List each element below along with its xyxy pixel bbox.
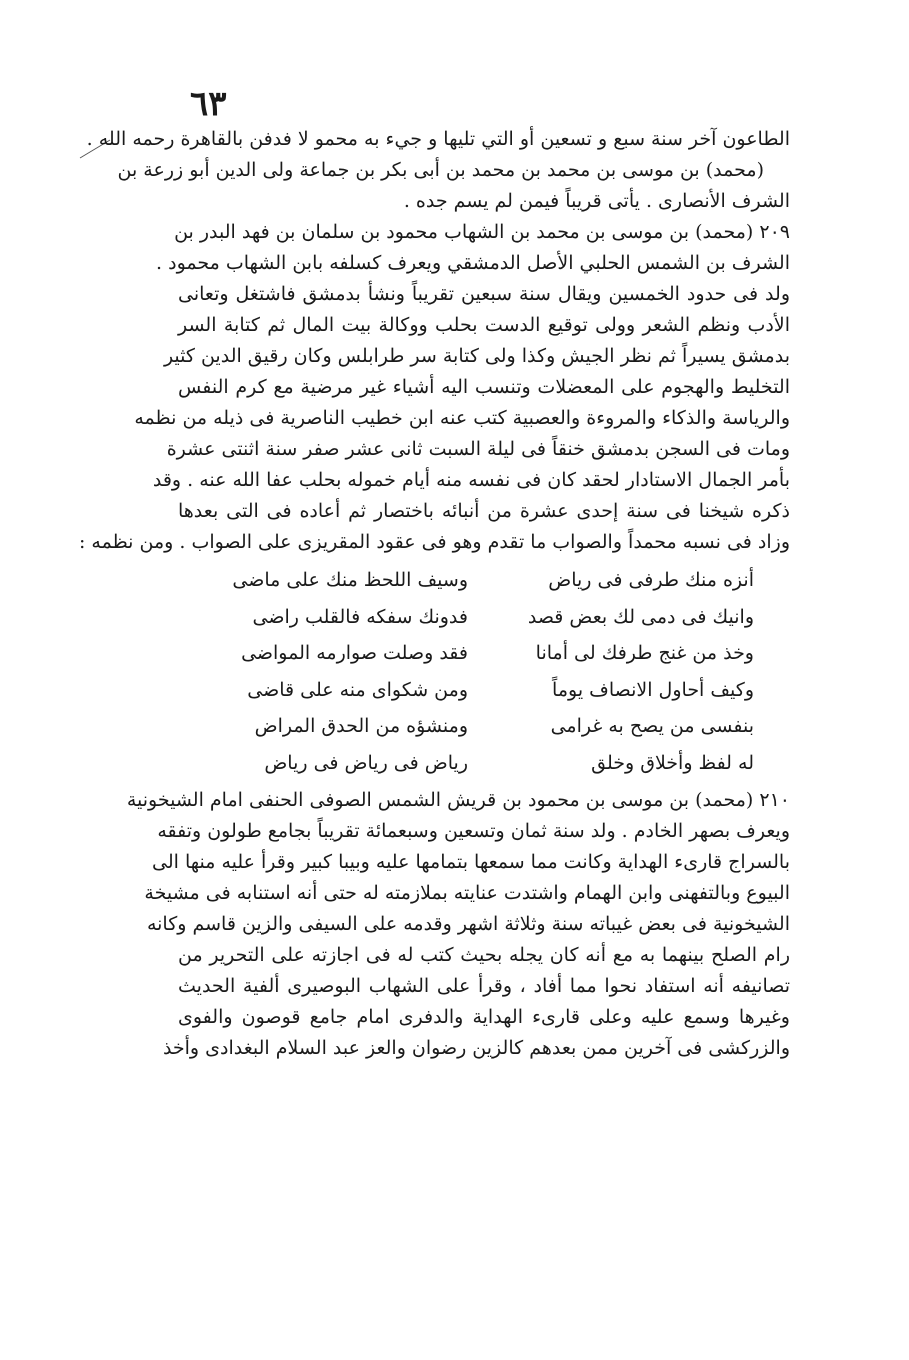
- verse-line: [178, 635, 790, 672]
- text-line: بالسراج قارىء الهداية وكانت مما سمعها بتمامها عليه وبيبا كبير وقرأ عليه منها الى: [152, 851, 790, 873]
- text-line: التخليط والهجوم على المعضلات وتنسب اليه أشياء غير مرضية مع كرم النفس: [178, 376, 790, 398]
- verse-second-hemistich: ومنشؤه من الحدق المراض: [254, 715, 468, 737]
- verse-line: [178, 672, 790, 709]
- text-line: رام الصلح بينهما به مع أنه كان يجله بحيث كتب له فى اجازته على التحرير من: [178, 944, 790, 966]
- text-line: والزركشى فى آخرين ممن بعدهم كالزين رضوان والعز عبد السلام البغدادى وأخذ: [162, 1037, 790, 1059]
- text-line: الشرف بن الشمس الحلبي الأصل الدمشقي ويعرف كسلفه بابن الشهاب محمود .: [156, 252, 790, 274]
- verse-first-hemistich: وخذ من غنج طرفك لى أمانا: [535, 642, 754, 664]
- text-line: الطاعون آخر سنة سبع و تسعين أو التي تليها و جيء به محمو لا فدفن بالقاهرة رحمه الله .: [86, 128, 790, 150]
- text-line: (محمد) بن موسى بن محمد بن محمد بن أبى بكر بن جماعة ولى الدين أبو زرعة بن: [117, 159, 764, 181]
- verse-second-hemistich: رياض فى رياض فى رياض: [264, 751, 468, 774]
- verse-second-hemistich: فدونك سفكه فالقلب راضى: [252, 605, 468, 628]
- verse-second-hemistich: فقد وصلت صوارمه المواضى: [241, 642, 468, 664]
- text-line: ٢١٠ (محمد) بن موسى بن محمود بن قريش الشمس الصوفى الحنفى امام الشيخونية: [126, 789, 790, 811]
- verse-first-hemistich: أنزه منك طرفى فى رياض: [548, 569, 754, 591]
- text-line: ومات فى السجن بدمشق خنقاً فى ليلة السبت ثانى عشر صفر سنة اثنتى عشرة: [166, 438, 790, 460]
- verse-first-hemistich: وانيك فى دمى لك بعض قصد: [527, 605, 754, 628]
- verse-first-hemistich: وكيف أحاول الانصاف يوماً: [552, 678, 754, 701]
- paragraph-block-top: [78, 124, 790, 558]
- text-line: ذكره شيخنا فى سنة إحدى عشرة من أنبائه باختصار ثم أعاده فى التى بعدها: [178, 500, 790, 522]
- text-line: الشرف الأنصارى . يأتى قريباً فيمن لم يسم جده .: [403, 190, 790, 212]
- text-line: البيوع وبالتفهنى وابن الهمام واشتدت عنايته بملازمته له حتى أنه استنابه فى مشيخة: [144, 882, 790, 904]
- text-line: تصانيفه أنه استفاد نحوا مما أفاد ، وقرأ على الشهاب البوصيرى ألفية الحديث: [178, 975, 790, 997]
- page-number: ٦٣: [190, 84, 227, 124]
- text-line: وغيرها وسمع عليه وعلى قارىء الهداية والدفرى امام جامع قوصون والفوى: [178, 1006, 790, 1028]
- verse-line: [178, 708, 790, 745]
- main-text: [78, 124, 790, 1064]
- poem-verses: [178, 558, 790, 785]
- verse-second-hemistich: ومن شكواى منه على قاضى: [247, 678, 468, 701]
- text-line: ٢٠٩ (محمد) بن موسى بن محمد بن الشهاب محمود بن سلمان بن فهد البدر بن: [174, 221, 790, 243]
- text-line: الأدب ونظم الشعر وولى توقيع الدست بحلب ووكالة بيت المال ثم كتابة السر: [178, 314, 790, 336]
- text-line: بأمر الجمال الاستادار لحقد كان فى نفسه منه أيام خموله بحلب عفا الله عنه . وقد: [152, 469, 790, 491]
- verse-line: [178, 745, 790, 782]
- text-line: بدمشق يسيراً ثم نظر الجيش وكذا ولى كتابة سر طرابلس وكان رقيق الدين كثير: [163, 345, 790, 367]
- text-line: ولد فى حدود الخمسين ويقال سنة سبعين تقريباً ونشأ بدمشق فاشتغل وتعانى: [178, 283, 790, 305]
- text-line: والرياسة والذكاء والمروءة والعصبية كتب عنه ابن خطيب الناصرية فى ذيله من نظمه: [134, 407, 790, 429]
- text-line: وزاد فى نسبه محمداً والصواب ما تقدم وهو فى عقود المقريزى على الصواب . ومن نظمه :: [78, 531, 790, 553]
- verse-second-hemistich: وسيف اللحظ منك على ماضى: [232, 569, 468, 591]
- verse-line: [178, 562, 790, 599]
- verse-first-hemistich: بنفسى من يصح به غرامى: [550, 715, 754, 737]
- text-line: الشيخونية فى بعض غيباته سنة وثلاثة اشهر وقدمه على السيفى والزين قاسم وكانه: [146, 913, 790, 935]
- verse-first-hemistich: له لفظ وأخلاق وخلق: [591, 751, 754, 774]
- paragraph-block-bottom: [126, 785, 790, 1064]
- verse-line: [178, 599, 790, 636]
- text-line: ويعرف بصهر الخادم . ولد سنة ثمان وتسعين وسبعمائة تقريباً بجامع طولون وتفقه: [157, 820, 790, 842]
